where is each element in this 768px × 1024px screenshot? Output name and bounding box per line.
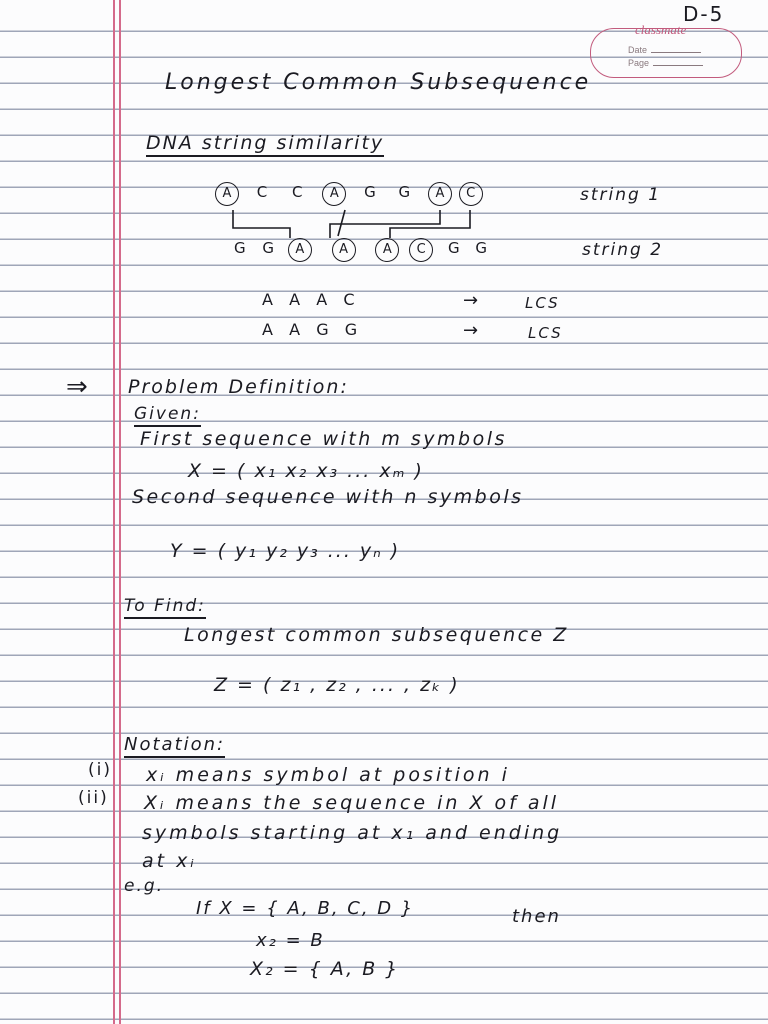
string2-char-3: A <box>288 238 312 262</box>
notation-item-2-line-3: at xᵢ <box>142 850 197 872</box>
to-find-text: Longest common subsequence Z <box>184 624 569 646</box>
lcs-row-2-arrow: → <box>463 320 481 341</box>
lcs-row-1-arrow: → <box>463 290 481 311</box>
string1-char-3: C <box>292 183 305 201</box>
to-find-label: To Find: <box>124 596 206 619</box>
date-label: Date <box>628 45 648 55</box>
brand-name: classmate <box>635 22 687 37</box>
string1-char-2: C <box>256 183 270 201</box>
notation-item-1-number: (i) <box>88 760 112 780</box>
arrow-link-3 <box>330 210 440 238</box>
arrow-link-1 <box>233 210 290 238</box>
string1-char-8: C <box>459 182 483 206</box>
string2-char-7: G <box>447 239 462 257</box>
notation-item-2-line-1: Xᵢ means the sequence in X of all <box>144 792 560 814</box>
notation-heading: Notation: <box>124 734 225 758</box>
page-code: D-5 <box>683 2 725 26</box>
lcs-row-2-label: LCS <box>528 324 563 342</box>
string2-char-4: A <box>332 238 356 262</box>
string1-char-5: G <box>364 183 378 201</box>
string1-char-4: A <box>322 182 346 206</box>
arrow-link-2 <box>338 210 345 236</box>
example-x2: x₂ = B <box>256 930 325 951</box>
example-label: e.g. <box>124 876 165 896</box>
given-label: Given: <box>134 404 201 427</box>
string1-char-7: A <box>428 182 452 206</box>
string2-char-5: A <box>375 238 399 262</box>
problem-heading: Problem Definition: <box>128 376 349 398</box>
string2-char-6: C <box>409 238 433 262</box>
lcs-row-1-seq: A A A C <box>262 290 357 309</box>
page-label: Page <box>628 58 650 68</box>
lcs-row-1-label: LCS <box>525 294 560 312</box>
example-X2: X₂ = { A, B } <box>250 958 400 980</box>
x-definition: X = ( x₁ x₂ x₃ ... xₘ ) <box>188 460 424 482</box>
second-sequence-text: Second sequence with n symbols <box>132 486 524 508</box>
string1-label: string 1 <box>580 185 662 205</box>
notation-item-2-number: (ii) <box>78 788 109 808</box>
string2-char-8: G <box>475 239 489 257</box>
string2-char-2: G <box>262 239 277 257</box>
notation-item-1-text: xᵢ means symbol at position i <box>146 764 510 786</box>
dna-heading: DNA string similarity <box>146 132 384 157</box>
string1-char-6: G <box>398 183 413 201</box>
z-definition: Z = ( z₁ , z₂ , ... , zₖ ) <box>214 674 460 696</box>
lcs-row-2-seq: A A G G <box>262 320 360 339</box>
page-title: Longest Common Subsequence <box>165 70 592 95</box>
problem-arrow: ⇒ <box>66 372 90 402</box>
first-sequence-text: First sequence with m symbols <box>140 428 507 450</box>
notation-item-2-line-2: symbols starting at x₁ and ending <box>142 822 563 844</box>
example-then: then <box>512 906 561 927</box>
string2-char-1: G <box>234 239 248 257</box>
string2-label: string 2 <box>582 240 664 260</box>
string1-char-1: A <box>215 182 239 206</box>
y-definition: Y = ( y₁ y₂ y₃ ... yₙ ) <box>170 540 401 562</box>
example-if: If X = { A, B, C, D } <box>196 898 415 919</box>
